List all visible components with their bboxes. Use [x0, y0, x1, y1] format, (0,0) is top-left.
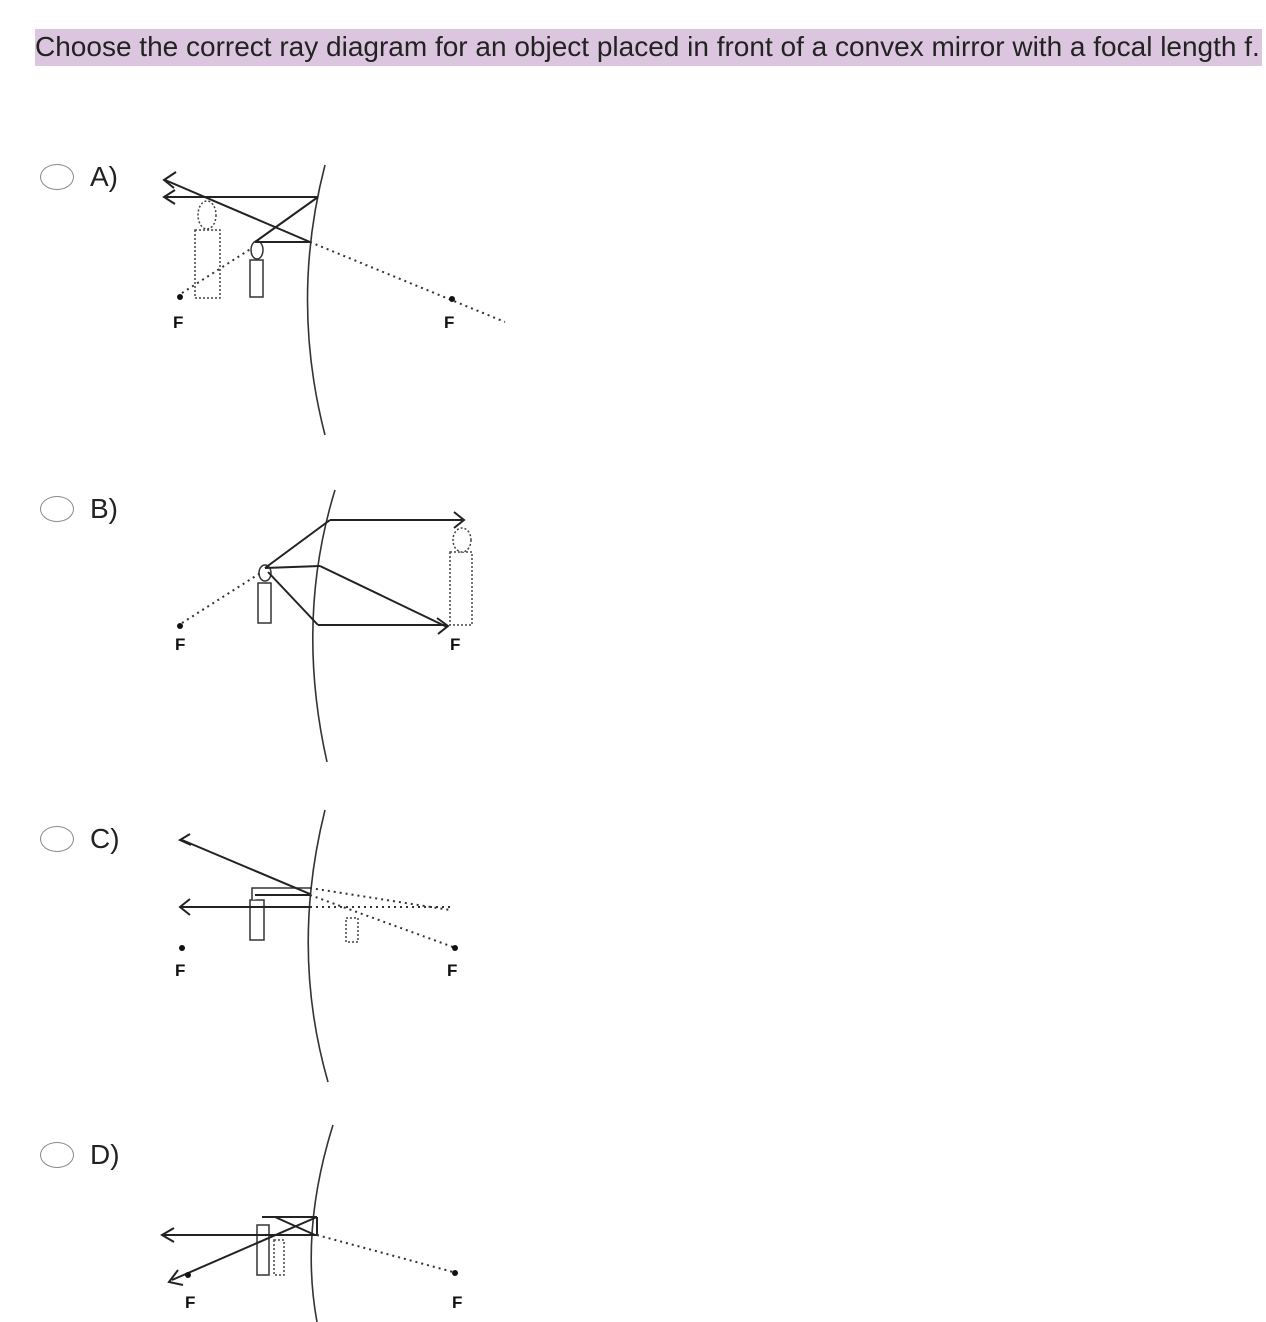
- object-candle: [257, 1225, 269, 1275]
- image-candle: [450, 552, 472, 625]
- convex-mirror: [311, 1125, 333, 1322]
- virtual-image-candle: [195, 230, 220, 298]
- focal-point: [179, 945, 185, 951]
- diagram-shape: [198, 201, 216, 229]
- ray-diagram-c: [150, 810, 530, 1085]
- ray-line: [180, 834, 191, 915]
- object-candle: [250, 260, 263, 297]
- focus-label: F: [452, 1293, 463, 1312]
- dotted-ray: [317, 1235, 453, 1272]
- ray-line: [265, 566, 320, 568]
- diagram-shape: [251, 241, 263, 259]
- focus-label: F: [173, 313, 184, 332]
- option-c-label: C): [90, 823, 120, 854]
- option-a-label: A): [90, 161, 118, 192]
- focus-label: F: [447, 961, 458, 980]
- focus-label: F: [175, 635, 186, 654]
- diagram-shape: [453, 528, 471, 552]
- dotted-ray: [182, 572, 262, 623]
- ray-diagram-a: [150, 160, 530, 440]
- radio-d[interactable]: [40, 1142, 74, 1168]
- option-a[interactable]: [40, 161, 118, 193]
- ray-line: [268, 572, 318, 625]
- ray-line: [265, 520, 330, 568]
- option-c[interactable]: [40, 823, 120, 855]
- ray-diagram-b: [150, 490, 530, 765]
- focal-point: [177, 294, 183, 300]
- radio-a[interactable]: [40, 164, 74, 190]
- focal-point: [452, 1270, 458, 1276]
- focus-label: F: [175, 961, 186, 980]
- radio-c[interactable]: [40, 826, 74, 852]
- dotted-ray: [310, 895, 453, 947]
- image-candle: [274, 1240, 284, 1275]
- ray-line: [255, 197, 318, 242]
- question-text: Choose the correct ray diagram for an object placed in front of a convex mirror with a focal length f.: [35, 24, 1262, 69]
- convex-mirror: [308, 810, 328, 1082]
- option-b-label: B): [90, 493, 118, 524]
- dotted-ray: [310, 888, 450, 910]
- option-d[interactable]: [40, 1139, 120, 1171]
- convex-mirror: [308, 165, 326, 435]
- focal-point: [177, 623, 183, 629]
- ray-line: [182, 840, 310, 894]
- focus-label: F: [185, 1293, 196, 1312]
- focal-point: [452, 945, 458, 951]
- ray-line: [165, 180, 310, 242]
- ray-line: [320, 566, 447, 627]
- virtual-image-candle: [346, 918, 358, 942]
- ray-diagram-d: [150, 1120, 530, 1322]
- focal-point: [449, 296, 455, 302]
- option-b[interactable]: [40, 493, 118, 525]
- object-candle: [258, 583, 271, 623]
- ray-line: [164, 172, 176, 204]
- focus-label: F: [450, 635, 461, 654]
- option-d-label: D): [90, 1139, 120, 1170]
- focus-label: F: [444, 313, 455, 332]
- focal-point: [185, 1272, 191, 1278]
- radio-b[interactable]: [40, 496, 74, 522]
- dotted-ray: [310, 242, 505, 322]
